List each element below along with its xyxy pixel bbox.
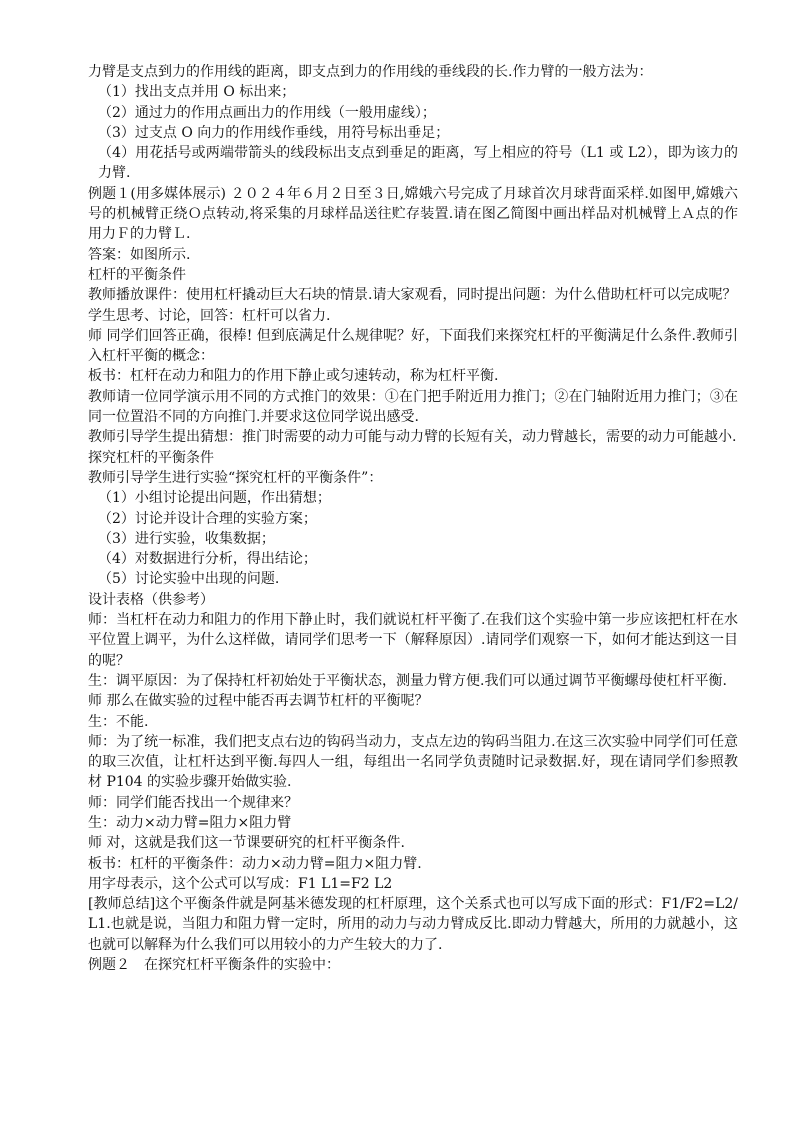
paragraph: 师 同学们回答正确，很棒! 但到底满足什么规律呢？好，下面我们来探究杠杆的平衡满足什么条件.教师引入杠杆平衡的概念： — [88, 327, 738, 365]
paragraph: 生：不能. — [88, 713, 149, 730]
paragraph: 用字母表示，这个公式可以写成：F1 L1=F2 L2 — [88, 875, 393, 892]
list-item: （4）对数据进行分析，得出结论； — [98, 551, 317, 568]
paragraph: 师：同学们能否找出一个规律来？ — [88, 794, 298, 811]
paragraph: 教师引导学生进行实验“探究杠杆的平衡条件”： — [88, 469, 383, 486]
list-item: （2）讨论并设计合理的实验方案； — [98, 510, 317, 527]
paragraph: 教师引导学生提出猜想：推门时需要的动力可能与动力臂的长短有关，动力臂越长，需要的动力可能越小. — [88, 429, 737, 446]
list-item: （1）小组讨论提出问题，作出猜想； — [98, 490, 331, 507]
paragraph: 设计表格（供参考） — [88, 591, 214, 608]
document-page — [88, 62, 738, 975]
list-item: （3）进行实验，收集数据； — [98, 530, 275, 547]
list-item: （3）过支点 O 向力的作用线作垂线，用符号标出垂足； — [98, 124, 450, 141]
paragraph: 例题２ 在探究杠杆平衡条件的实验中： — [88, 957, 340, 974]
paragraph: [教师总结]这个平衡条件就是阿基米德发现的杠杆原理，这个关系式也可以写成下面的形式：F1/F2=L2/L1.也就是说，当阻力和阻力臂一定时，所用的动力与动力臂成反比.即动力臂越大，所用的力就越小，这也就可以解释为什么我们可以用较小的力产生较大的力了. — [88, 896, 738, 953]
paragraph: 力臂是支点到力的作用线的距离，即支点到力的作用线的垂线段的长.作力臂的一般方法为： — [88, 64, 653, 80]
paragraph: 师：为了统一标准，我们把支点右边的钩码当动力，支点左边的钩码当阻力.在这三次实验中同学们可任意的取三次值，让杠杆达到平衡.每四人一组，每组出一名同学负责随时记录数据.好，现在请同学们参照教材 P104 的实验步骤开始做实验. — [88, 733, 738, 791]
list-item: （4）用花括号或两端带箭头的线段标出支点到垂足的距离，写上相应的符号（L1 或 L2），即为该力的力臂. — [98, 145, 738, 182]
list-item: （5）讨论实验中出现的问题. — [98, 571, 280, 588]
paragraph: 教师播放课件：使用杠杆撬动巨大石块的情景.请大家观看，同时提出问题：为什么借助杠杆可以完成呢？ — [88, 287, 737, 304]
paragraph: 教师请一位同学演示用不同的方式推门的效果：①在门把手附近用力推门；②在门轴附近用力推门；③在同一位置沿不同的方向推门.并要求这位同学说出感受. — [88, 388, 738, 426]
paragraph: 师 那么在做实验的过程中能否再去调节杠杆的平衡呢？ — [88, 693, 429, 710]
paragraph: 板书：杠杆在动力和阻力的作用下静止或匀速转动，称为杠杆平衡. — [88, 368, 499, 385]
paragraph: 师：当杠杆在动力和阻力的作用下静止时，我们就说杠杆平衡了.在我们这个实验中第一步应该把杠杆在水平位置上调平，为什么这样做，请同学们思考一下（解释原因）.请同学们观察一下，如何才能达到这一目的呢？ — [88, 612, 738, 669]
paragraph: 板书：杠杆的平衡条件：动力×动力臂=阻力×阻力臂. — [88, 855, 422, 872]
paragraph: 生：动力×动力臂=阻力×阻力臂 — [88, 814, 292, 831]
paragraph: 生：调平原因：为了保持杠杆初始处于平衡状态，测量力臂方便.我们可以通过调节平衡螺母使杠杆平衡. — [88, 672, 727, 689]
section-heading: 杠杆的平衡条件 — [88, 266, 186, 283]
section-heading: 探究杠杆的平衡条件 — [88, 449, 214, 466]
list-item: （2）通过力的作用点画出力的作用线（一般用虚线）； — [98, 104, 436, 121]
paragraph: 例题１(用多媒体展示) ２０２４年６月２日至３日,嫦娥六号完成了月球首次月球背面采样.如图甲,嫦娥六号的机械臂正绕Ｏ点转动,将采集的月球样品送往贮存装置.请在图乙简图中画出样品对机械臂上Ａ点的作用力Ｆ的力臂Ｌ. — [88, 185, 738, 243]
paragraph: 答案：如图所示. — [88, 246, 191, 263]
paragraph: 师 对，这就是我们这一节课要研究的杠杆平衡条件. — [88, 835, 405, 852]
paragraph: 学生思考、讨论，回答：杠杆可以省力. — [88, 307, 331, 324]
list-item: （1）找出支点并用 O 标出来； — [98, 84, 296, 101]
